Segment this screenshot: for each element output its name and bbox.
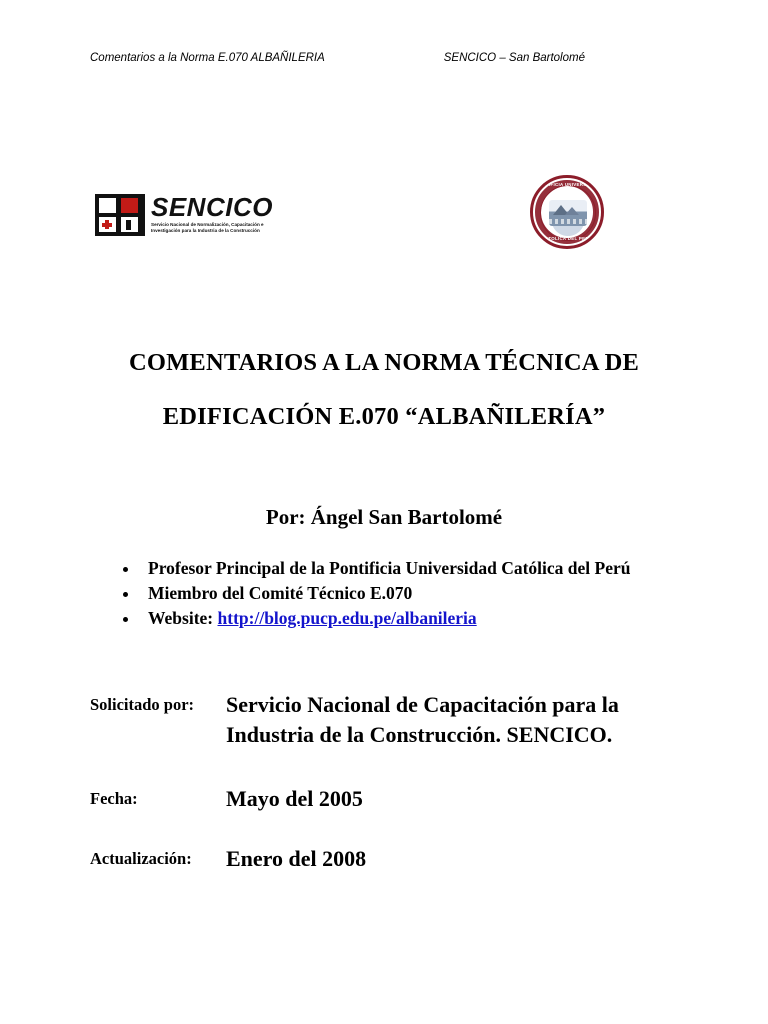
credential-text: Profesor Principal de la Pontificia Universidad Católica del Perú [148,558,631,578]
logo-row [90,175,678,255]
seal-text-bottom: CATOLICA DEL PERU [541,235,593,241]
pucp-seal-icon [530,175,604,249]
page-title [90,336,678,444]
running-header-left: Comentarios a la Norma E.070 ALBAÑILERIA [90,52,325,64]
sencico-wordmark [145,191,293,236]
sencico-name: SENCICO [151,191,273,222]
sencico-mark-icon [95,194,145,236]
author-line: Por: Ángel San Bartolomé [265,505,503,529]
credentials-list [112,556,631,631]
field-label-actualizacion: Actualización: [90,849,192,868]
sencico-subtitle: Servicio Nacional de Normalización, Capacitación e Investigación para la Industria de la Construcción [151,221,264,233]
seal-emblem-icon [549,200,587,226]
credential-text: Miembro del Comité Técnico E.070 [148,583,413,603]
field-label-fecha: Fecha: [90,789,138,808]
running-header-right: SENCICO – San Bartolomé [443,52,585,64]
seal-text-top: PONTIFICIA UNIVERSIDAD [535,182,599,187]
field-value-line-1: Servicio Nacional de Capacitación para la [226,692,619,717]
field-value-actualizacion: Enero del 2008 [226,846,367,871]
sencico-logo-icon [95,191,287,236]
page-title-line-2: EDIFICACIÓN E.070 “ALBAÑILERÍA” [162,403,606,431]
field-row-fecha [90,784,678,814]
field-value-fecha: Mayo del 2005 [226,786,363,811]
page-title-line-1: COMENTARIOS A LA NORMA TÉCNICA DE [128,349,640,377]
field-row-actualizacion [90,844,678,874]
field-value-solicitado [226,690,619,750]
field-value-line-2: Industria de la Construcción. SENCICO. [226,722,613,747]
list-item [140,581,631,606]
running-header [90,52,678,70]
website-link[interactable]: http://blog.pucp.edu.pe/albanileria [217,608,477,628]
website-label: Website: [148,608,218,628]
field-row-solicitado [90,690,678,750]
metadata-fields [90,690,678,904]
list-item [140,556,631,581]
field-label-solicitado: Solicitado por: [90,695,195,714]
list-item [140,606,631,631]
